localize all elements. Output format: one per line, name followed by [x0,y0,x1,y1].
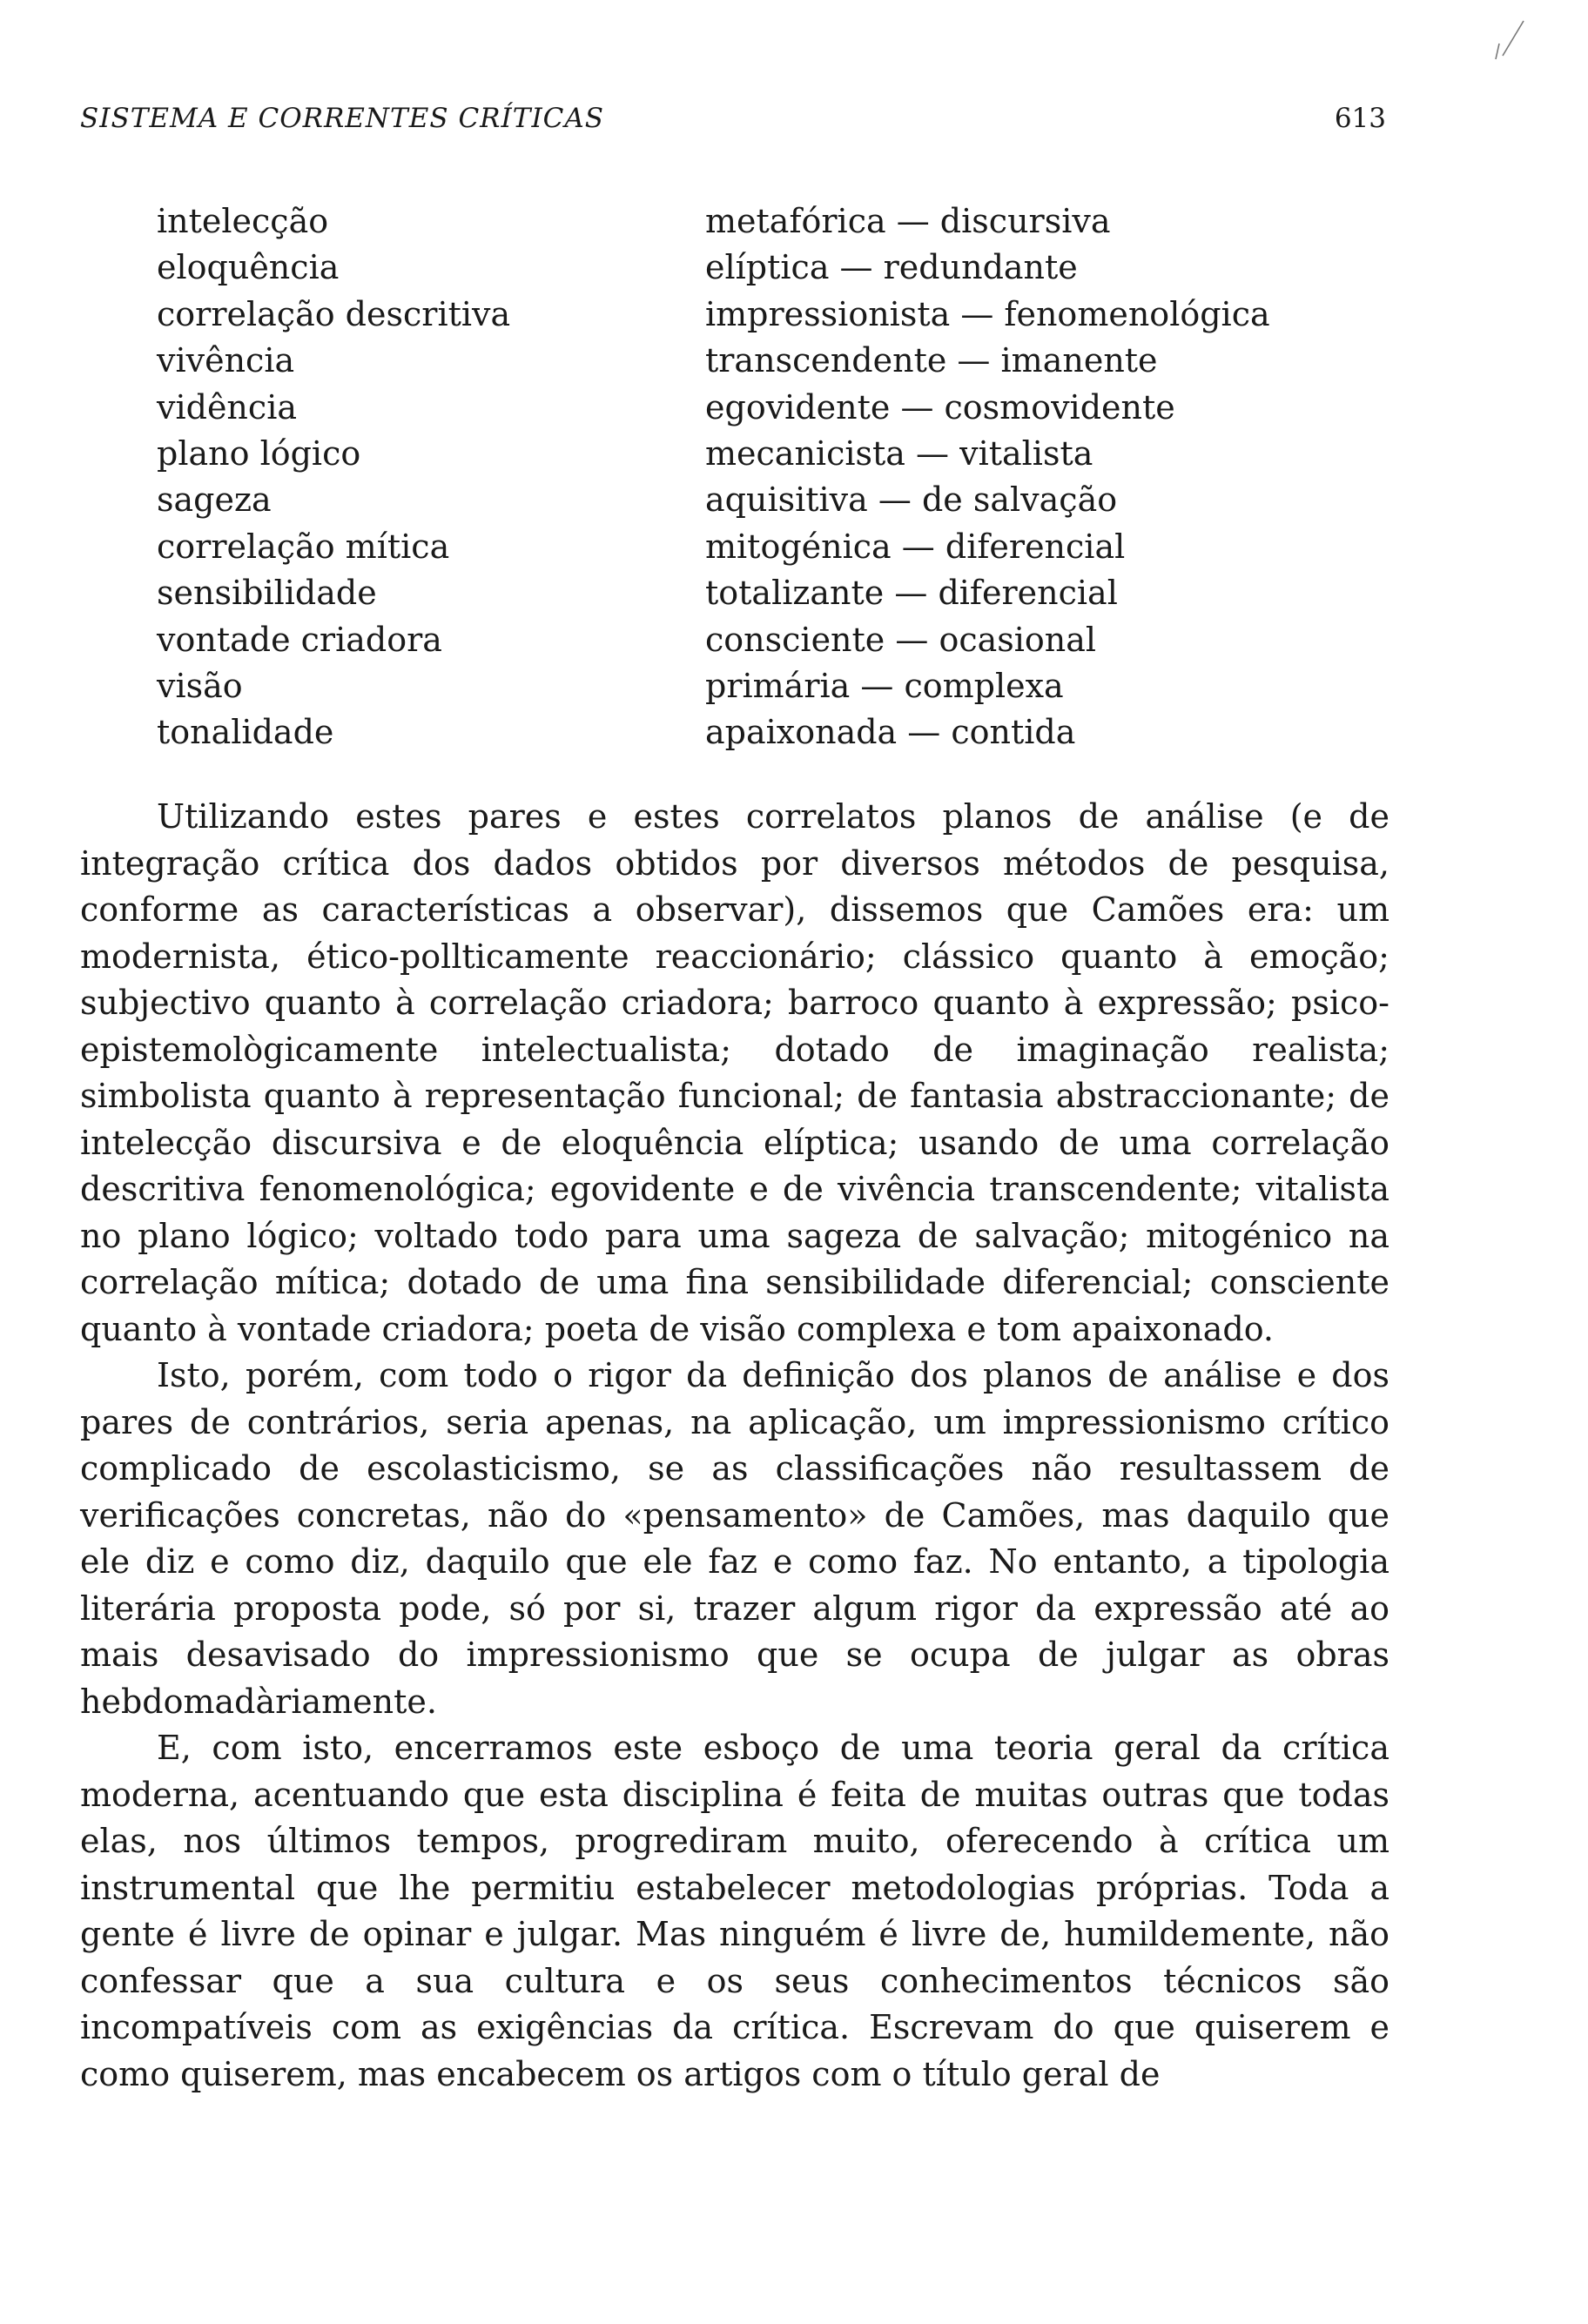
plane-item: visão [157,667,243,706]
plane-item: sensibilidade [157,574,377,613]
paragraph: Utilizando estes pares e estes correlatos planos de análise (e de integração crítica dos dados obtidos por diversos métodos de pesquisa, conforme as características a observar), dissemos que Camões era: um modernista, ético-pollticamente reaccionário; clássico quanto à emoção; subjectivo quanto à correlação criadora; barroco quanto à expressão; psico-epistemològicamente intelectualista; dotado de imaginação realista; simbolista quanto à representação funcional; de fantasia abstraccionante; de intelecção discursiva e de eloquência elíptica; usando de uma correlação descritiva fenomenológica; egovidente e de vivência transcendente; vitalista no plano lógico; voltado todo para uma sageza de salvação; mitogénico na correlação mítica; dotado de uma fina sensibilidade diferencial; consciente quanto à vontade criadora; poeta de visão complexa e tom apaixonado. [80,797,1390,1348]
plane-item: plano lógico [157,434,361,474]
plane-item: correlação mítica [157,527,450,566]
plane-item: tonalidade [157,713,334,752]
body-text [80,794,1390,2098]
contrary-pair-item: apaixonada — contida [705,713,1076,752]
contrary-pair-item: mecanicista — vitalista [705,434,1093,474]
contrary-pair-item: elíptica — redundante [705,248,1078,287]
plane-item: correlação descritiva [157,294,511,333]
plane-item: sageza [157,480,272,520]
contrary-pair-item: egovidente — cosmovidente [705,387,1175,427]
plane-item: vidência [157,387,297,427]
plane-item: eloquência [157,248,340,287]
contrary-pair-item: totalizante — diferencial [705,574,1118,613]
running-head: SISTEMA E CORRENTES CRÍTICAS [80,103,605,134]
contrary-pair-item: consciente — ocasional [705,620,1097,659]
contrary-pair-item: metafórica — discursiva [705,202,1111,240]
paragraph: Isto, porém, com todo o rigor da definição dos planos de análise e dos pares de contrários, seria apenas, na aplicação, um impressionismo crítico complicado de escolasticismo, se as classificações não resultassem de verificações concretas, não do «pensamento» de Camões, mas daquilo que ele diz e como diz, daquilo que ele faz e como faz. No entanto, a tipologia literária proposta pode, só por si, trazer algum rigor da expressão até ao mais desavisado do impressionismo que se ocupa de julgar as obras hebdomadàriamente. [80,1356,1390,1721]
contrary-pair-item: primária — complexa [705,667,1064,706]
paragraph: E, com isto, encerramos este esboço de uma teoria geral da crítica moderna, acentuando que esta disciplina é feita de muitas outras que todas elas, nos últimos tempos, progrediram muito, oferecendo à crítica um instrumental que lhe permitiu estabelecer metodologias próprias. Toda a gente é livre de opinar e julgar. Mas ninguém é livre de, humildemente, não confessar que a sua cultura e os seus conhecimentos técnicos são incompatíveis com as exigências da crítica. Escrevam do que quiserem e como quiserem, mas encabecem os artigos com o título geral de [80,1729,1390,2093]
contrary-pair-item: transcendente — imanente [705,341,1158,380]
plane-item: vivência [157,341,295,380]
contrary-pair-list [705,198,1402,756]
plane-list [157,198,679,756]
page-header [80,97,1386,150]
pencil-mark-icon [1492,17,1527,61]
contrary-pair-item: aquisitiva — de salvação [705,480,1118,520]
contrary-pair-item: impressionista — fenomenológica [705,294,1270,333]
plane-item: intelecção [157,202,329,240]
contrary-pair-item: mitogénica — diferencial [705,527,1126,566]
page-number: 613 [1334,103,1386,134]
plane-item: vontade criadora [157,620,442,659]
